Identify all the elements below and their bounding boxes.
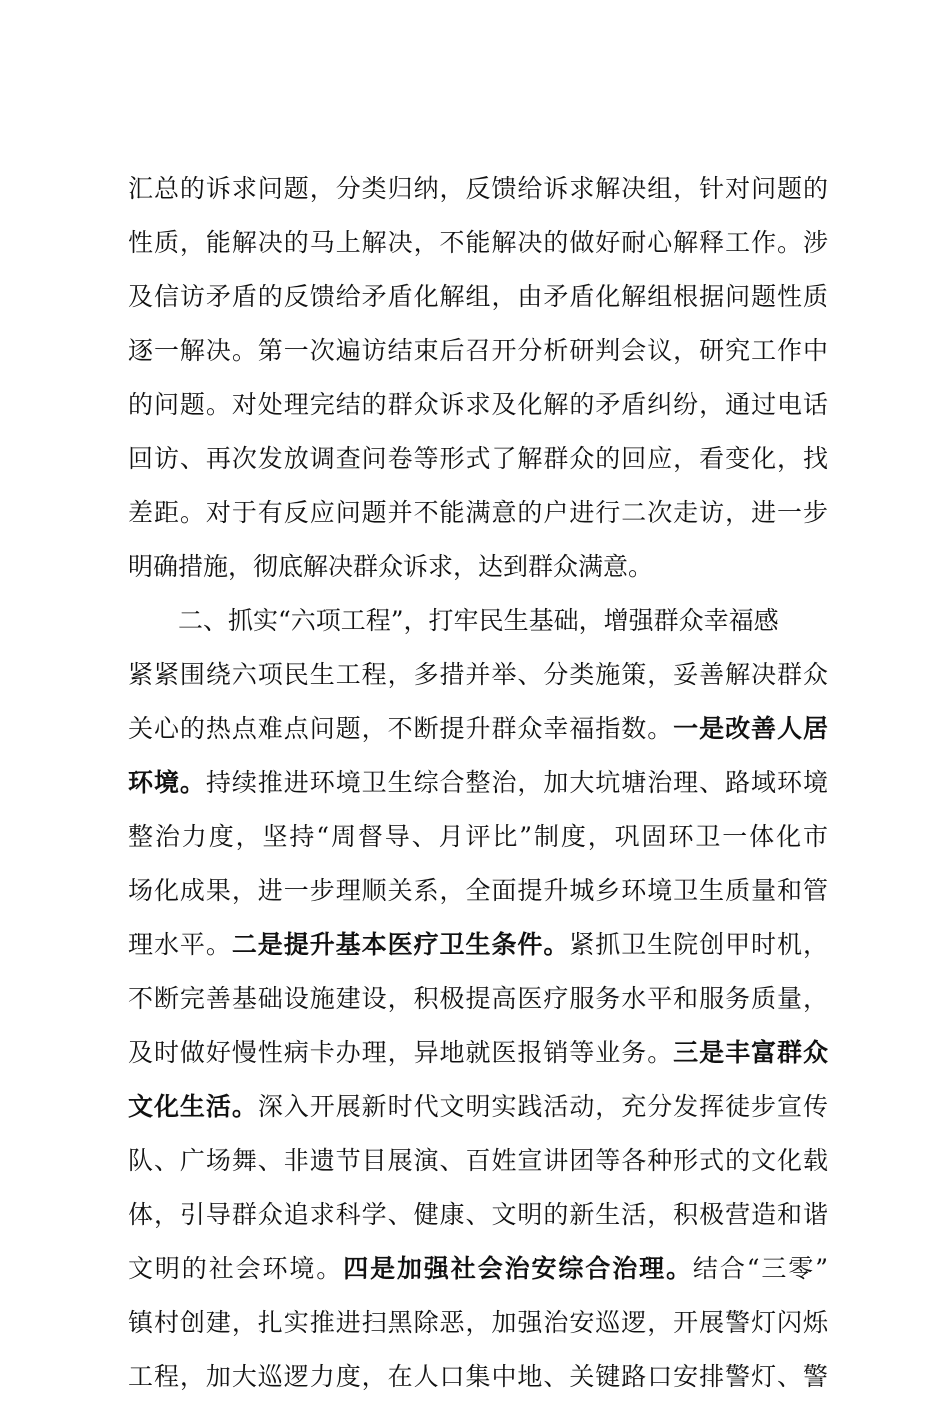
text-line	[128, 432, 828, 486]
text-line	[128, 702, 828, 756]
text-line	[128, 864, 828, 918]
text-line	[128, 1350, 828, 1404]
text-segment: 差距。对于有反应问题并不能满意的户进行二次走访，进一步	[128, 498, 828, 527]
text-line	[128, 540, 828, 594]
bold-phrase: 文化生活。	[128, 1092, 258, 1121]
text-line	[128, 810, 828, 864]
text-segment: 紧紧围绕六项民生工程，多措并举、分类施策，妥善解决群众	[128, 660, 828, 689]
text-segment: 镇村创建，扎实推进扫黑除恶，加强治安巡逻，开展警灯闪烁	[128, 1308, 828, 1337]
text-line	[128, 648, 828, 702]
bold-phrase: 一是改善人居	[673, 714, 828, 743]
text-segment: 二、抓实“六项工程”，打牢民生基础，增强群众幸福感	[178, 606, 779, 635]
text-segment: 性质，能解决的马上解决，不能解决的做好耐心解释工作。涉	[128, 228, 828, 257]
text-line	[128, 216, 828, 270]
text-line	[128, 1188, 828, 1242]
text-line	[128, 1242, 828, 1296]
text-segment: 深入开展新时代文明实践活动，充分发挥徒步宣传	[257, 1092, 828, 1121]
text-line	[128, 270, 828, 324]
bold-phrase: 二是提升基本医疗卫生条件。	[231, 930, 570, 959]
text-segment: 紧抓卫生院创甲时机，	[569, 930, 828, 959]
text-segment: 逐一解决。第一次遍访结束后召开分析研判会议，研究工作中	[128, 336, 828, 365]
text-line	[128, 594, 828, 648]
text-line	[128, 918, 828, 972]
text-line	[128, 972, 828, 1026]
text-segment: 回访、再次发放调查问卷等形式了解群众的回应，看变化，找	[128, 444, 828, 473]
bold-phrase: 四是加强社会治安综合治理。	[343, 1254, 693, 1283]
text-line	[128, 378, 828, 432]
text-segment: 汇总的诉求问题，分类归纳，反馈给诉求解决组，针对问题的	[128, 174, 828, 203]
text-segment: 结合“三零”	[692, 1254, 828, 1283]
text-segment: 工程，加大巡逻力度，在人口集中地、关键路口安排警灯、警	[128, 1362, 828, 1391]
text-segment: 队、广场舞、非遗节目展演、百姓宣讲团等各种形式的文化载	[128, 1146, 828, 1175]
text-line	[128, 1296, 828, 1350]
text-line	[128, 756, 828, 810]
text-segment: 不断完善基础设施建设，积极提高医疗服务水平和服务质量，	[128, 984, 828, 1013]
bold-phrase: 环境。	[128, 768, 206, 797]
text-segment: 体，引导群众追求科学、健康、文明的新生活，积极营造和谐	[128, 1200, 828, 1229]
text-segment: 关心的热点难点问题，不断提升群众幸福指数。	[128, 714, 674, 743]
text-line	[128, 1134, 828, 1188]
bold-phrase: 三是丰富群众	[673, 1038, 828, 1067]
body-text	[128, 162, 828, 1404]
text-segment: 及时做好慢性病卡办理，异地就医报销等业务。	[128, 1038, 674, 1067]
text-line	[128, 1026, 828, 1080]
text-segment: 整治力度，坚持“周督导、月评比”制度，巩固环卫一体化市	[128, 822, 828, 851]
text-segment: 的问题。对处理完结的群众诉求及化解的矛盾纠纷，通过电话	[128, 390, 828, 419]
text-segment: 明确措施，彻底解决群众诉求，达到群众满意。	[128, 552, 654, 581]
text-line	[128, 1080, 828, 1134]
text-line	[128, 486, 828, 540]
text-line	[128, 162, 828, 216]
text-segment: 及信访矛盾的反馈给矛盾化解组，由矛盾化解组根据问题性质	[128, 282, 828, 311]
text-segment: 场化成果，进一步理顺关系，全面提升城乡环境卫生质量和管	[128, 876, 828, 905]
text-segment: 理水平。	[128, 930, 232, 959]
text-line	[128, 324, 828, 378]
text-segment: 持续推进环境卫生综合整治，加大坑塘治理、路域环境	[205, 768, 828, 797]
text-segment: 文明的社会环境。	[128, 1254, 344, 1283]
